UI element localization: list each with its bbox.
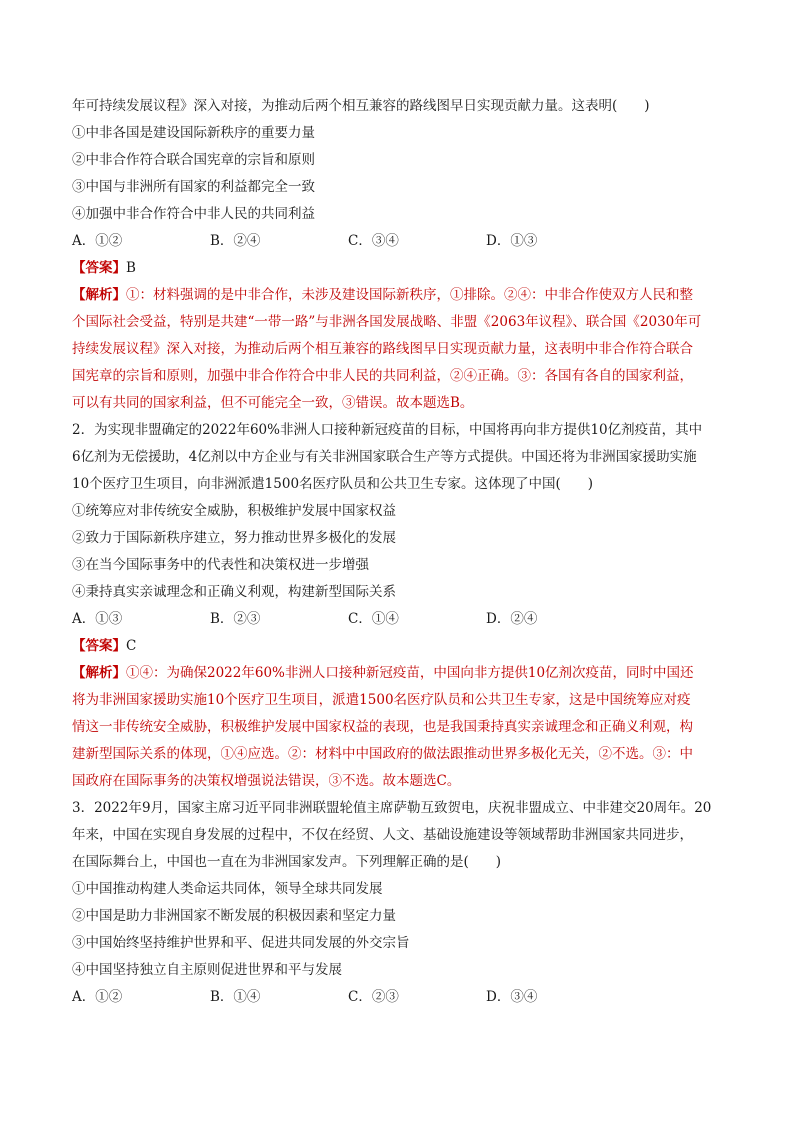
q3-item-4: ④中国坚持独立自主原则促进世界和平与发展 <box>72 962 342 978</box>
q1-option-c: C．③④ <box>348 233 399 249</box>
q2-answer <box>72 633 728 660</box>
q1-answer <box>72 255 728 282</box>
q2-analysis-line-5: 国政府在国际事务的决策权增强说法错误，③不选。故本题选C。 <box>72 773 461 789</box>
q2-analysis-tag: 【解析】 <box>72 665 126 681</box>
q1-option-a: A．①② <box>72 233 123 249</box>
q1-options <box>72 228 728 255</box>
q3-options <box>72 984 728 1011</box>
q1-analysis-line-2: 个国际社会受益，特别是共建“一带一路”与非洲各国发展战略、非盟《2063年议程》、联合国《2030年可 <box>72 314 702 330</box>
q1-answer-tag: 【答案】 <box>72 260 126 276</box>
q1-analysis-line-1: ①：材料强调的是中非合作，未涉及建设国际新秩序，①排除。②④：中非合作使双方人民和整 <box>126 287 693 303</box>
q2-item-4: ④秉持真实亲诚理念和正确义利观，构建新型国际关系 <box>72 584 396 600</box>
q3-stem-line-3: 在国际舞台上，中国也一直在为非洲国家发声。下列理解正确的是( ) <box>72 854 502 870</box>
q2-options <box>72 606 728 633</box>
q2-option-d: D．②④ <box>486 611 538 627</box>
q2-answer-tag: 【答案】 <box>72 638 126 654</box>
q1-stem-tail: 年可持续发展议程》深入对接，为推动后两个相互兼容的路线图早日实现贡献力量。这表明( ) <box>72 98 650 114</box>
q1-analysis-line-5: 可以有共同的国家利益，但不可能完全一致，③错误。故本题选B。 <box>72 395 474 411</box>
q3-item-3: ③中国始终坚持维护世界和平、促进共同发展的外交宗旨 <box>72 935 410 951</box>
document-content <box>72 93 728 1011</box>
q1-analysis-tag: 【解析】 <box>72 287 126 303</box>
q2-stem-line-3: 10个医疗卫生项目，向非洲派遣1500名医疗队员和公共卫生专家。这体现了中国( ) <box>72 476 594 492</box>
q3-option-d: D．③④ <box>486 989 538 1005</box>
q2-analysis-line-2: 将为非洲国家援助实施10个医疗卫生项目，派遣1500名医疗队员和公共卫生专家，这是中国统筹应对疫 <box>72 692 691 708</box>
q2-item-3: ③在当今国际事务中的代表性和决策权进一步增强 <box>72 557 369 573</box>
q3-option-c: C．②③ <box>348 989 399 1005</box>
q3-stem-line-2: 年来，中国在实现自身发展的过程中，不仅在经贸、人文、基础设施建设等领域帮助非洲国家共同进步， <box>72 827 693 843</box>
q3-option-a: A．①② <box>72 989 123 1005</box>
q2-item-1: ①统筹应对非传统安全威胁，积极维护发展中国家权益 <box>72 503 396 519</box>
q3-option-b: B．①④ <box>210 989 261 1005</box>
q2-stem-line-1: 2．为实现非盟确定的2022年60%非洲人口接种新冠疫苗的目标，中国将再向非方提供10亿剂疫苗，其中 <box>72 422 703 438</box>
q2-option-b: B．②③ <box>210 611 261 627</box>
q1-item-2: ②中非合作符合联合国宪章的宗旨和原则 <box>72 152 315 168</box>
q2-stem-line-2: 6亿剂为无偿援助，4亿剂以中方企业与有关非洲国家联合生产等方式提供。中国还将为非洲国家援助实施 <box>72 449 697 465</box>
q2-analysis-line-3: 情这一非传统安全威胁，积极维护发展中国家权益的表现，也是我国秉持真实亲诚理念和正确义利观，构 <box>72 719 693 735</box>
q1-item-3: ③中国与非洲所有国家的利益都完全一致 <box>72 179 315 195</box>
q1-analysis-line-4: 国宪章的宗旨和原则，加强中非合作符合中非人民的共同利益，②④正确。③：各国有各自的国家利益， <box>72 368 693 384</box>
q2-option-a: A．①③ <box>72 611 123 627</box>
q1-item-4: ④加强中非合作符合中非人民的共同利益 <box>72 206 315 222</box>
q2-answer-value: C <box>126 638 137 654</box>
q2-analysis <box>72 660 728 795</box>
q1-analysis <box>72 282 728 417</box>
q1-answer-value: B <box>126 260 136 276</box>
q2-item-2: ②致力于国际新秩序建立，努力推动世界多极化的发展 <box>72 530 396 546</box>
q2-analysis-line-1: ①④：为确保2022年60%非洲人口接种新冠疫苗，中国向非方提供10亿剂次疫苗，同时中国还 <box>126 665 694 681</box>
q3-stem-line-1: 3．2022年9月，国家主席习近平同非洲联盟轮值主席萨勒互致贺电，庆祝非盟成立、中非建交20周年。20 <box>72 800 712 816</box>
q2-analysis-line-4: 建新型国际关系的体现，①④应选。②：材料中中国政府的做法跟推动世界多极化无关，②不选。③：中 <box>72 746 693 762</box>
q1-analysis-line-3: 持续发展议程》深入对接，为推动后两个相互兼容的路线图早日实现贡献力量，这表明中非合作符合联合 <box>72 341 693 357</box>
q3-item-1: ①中国推动构建人类命运共同体，领导全球共同发展 <box>72 881 383 897</box>
q2-option-c: C．①④ <box>348 611 399 627</box>
q1-option-b: B．②④ <box>210 233 261 249</box>
q3-item-2: ②中国是助力非洲国家不断发展的积极因素和坚定力量 <box>72 908 396 924</box>
q1-item-1: ①中非各国是建设国际新秩序的重要力量 <box>72 125 315 141</box>
q1-option-d: D．①③ <box>486 233 538 249</box>
